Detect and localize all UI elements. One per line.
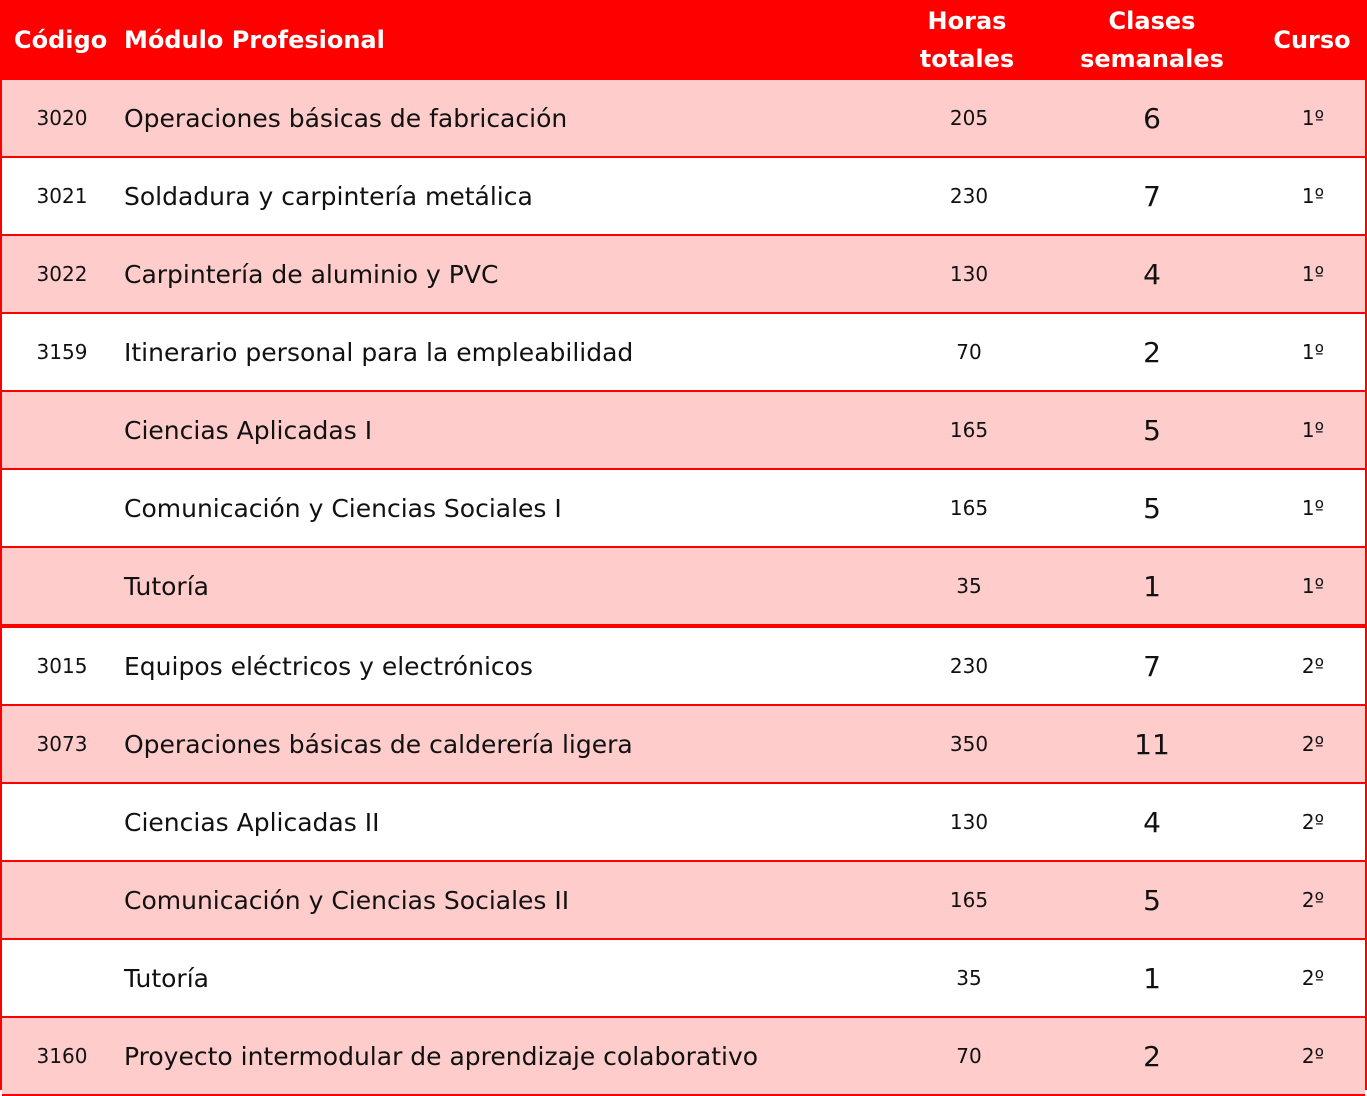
- cell-curso: 1º: [1301, 184, 1325, 208]
- cell-codigo: 3160: [36, 1044, 88, 1068]
- cell-curso: 1º: [1301, 418, 1325, 442]
- cell-modulo: Soldadura y carpintería metálica: [124, 181, 533, 211]
- table-row: [2, 628, 1365, 706]
- cell-modulo: Comunicación y Ciencias Sociales II: [124, 885, 570, 915]
- cell-clases: 2: [1143, 1039, 1161, 1073]
- cell-curso: 2º: [1301, 732, 1325, 756]
- table-row: [2, 784, 1365, 862]
- cell-clases: 5: [1143, 413, 1161, 447]
- header-codigo: Código: [14, 26, 108, 54]
- table-row: [2, 706, 1365, 784]
- cell-horas: 165: [949, 888, 989, 912]
- cell-horas: 230: [949, 184, 989, 208]
- cell-modulo: Ciencias Aplicadas I: [124, 415, 373, 445]
- cell-curso: 1º: [1301, 340, 1325, 364]
- cell-modulo: Proyecto intermodular de aprendizaje colaborativo: [124, 1041, 759, 1071]
- header-curso: Curso: [1273, 26, 1351, 54]
- table-row: [2, 80, 1365, 158]
- table-row: [2, 470, 1365, 548]
- cell-curso: 1º: [1301, 106, 1325, 130]
- table-row: [2, 158, 1365, 236]
- cell-horas: 35: [956, 966, 982, 990]
- cell-horas: 230: [949, 654, 989, 678]
- cell-codigo: 3022: [36, 262, 88, 286]
- table-row: [2, 236, 1365, 314]
- cell-codigo: [14, 784, 110, 860]
- cell-horas: 165: [949, 496, 989, 520]
- cell-clases: 4: [1143, 257, 1161, 291]
- cell-codigo: [14, 470, 110, 546]
- cell-modulo: Itinerario personal para la empleabilidad: [124, 337, 634, 367]
- cell-codigo: 3015: [36, 654, 88, 678]
- cell-curso: 2º: [1301, 888, 1325, 912]
- cell-clases: 7: [1143, 179, 1161, 213]
- table-row: [2, 1018, 1365, 1096]
- header-modulo: Módulo Profesional: [124, 26, 385, 54]
- cell-curso: 2º: [1301, 1044, 1325, 1068]
- cell-horas: 130: [949, 810, 989, 834]
- cell-clases: 1: [1143, 961, 1161, 995]
- header-horas: [907, 0, 1027, 80]
- cell-curso: 2º: [1301, 810, 1325, 834]
- cell-modulo: Carpintería de aluminio y PVC: [124, 259, 499, 289]
- cell-codigo: 3159: [36, 340, 88, 364]
- cell-horas: 70: [956, 340, 982, 364]
- cell-codigo: [14, 392, 110, 468]
- cell-codigo: [14, 940, 110, 1016]
- cell-clases: 6: [1143, 101, 1161, 135]
- cell-horas: 35: [956, 574, 982, 598]
- cell-codigo: 3073: [36, 732, 88, 756]
- cell-clases: 1: [1143, 569, 1161, 603]
- cell-curso: 1º: [1301, 496, 1325, 520]
- table-body: [2, 80, 1365, 1096]
- cell-codigo: [14, 548, 110, 624]
- header-horas-line1: Horas: [927, 7, 1007, 35]
- table-row: [2, 314, 1365, 392]
- table-header: [2, 0, 1365, 80]
- cell-curso: 1º: [1301, 574, 1325, 598]
- cell-codigo: [14, 862, 110, 938]
- cell-clases: 5: [1143, 491, 1161, 525]
- cell-codigo: 3020: [36, 106, 88, 130]
- cell-modulo: Tutoría: [124, 571, 209, 601]
- cell-clases: 5: [1143, 883, 1161, 917]
- table-row: [2, 862, 1365, 940]
- table-row: [2, 548, 1365, 628]
- header-clases: [1062, 0, 1242, 80]
- header-clases-line1: Clases: [1108, 7, 1196, 35]
- cell-modulo: Tutoría: [124, 963, 209, 993]
- cell-horas: 165: [949, 418, 989, 442]
- cell-clases: 2: [1143, 335, 1161, 369]
- cell-horas: 130: [949, 262, 989, 286]
- cell-modulo: Operaciones básicas de calderería ligera: [124, 729, 633, 759]
- cell-modulo: Comunicación y Ciencias Sociales I: [124, 493, 562, 523]
- header-clases-line2: semanales: [1080, 45, 1224, 73]
- cell-clases: 7: [1143, 649, 1161, 683]
- cell-clases: 11: [1134, 727, 1170, 761]
- cell-curso: 1º: [1301, 262, 1325, 286]
- cell-curso: 2º: [1301, 966, 1325, 990]
- cell-clases: 4: [1143, 805, 1161, 839]
- cell-horas: 205: [949, 106, 989, 130]
- cell-modulo: Ciencias Aplicadas II: [124, 807, 380, 837]
- cell-horas: 70: [956, 1044, 982, 1068]
- cell-modulo: Operaciones básicas de fabricación: [124, 103, 568, 133]
- table-row: [2, 392, 1365, 470]
- table-row: [2, 940, 1365, 1018]
- header-horas-line2: totales: [919, 45, 1015, 73]
- cell-codigo: 3021: [36, 184, 88, 208]
- cell-curso: 2º: [1301, 654, 1325, 678]
- cell-horas: 350: [949, 732, 989, 756]
- cell-modulo: Equipos eléctricos y electrónicos: [124, 651, 533, 681]
